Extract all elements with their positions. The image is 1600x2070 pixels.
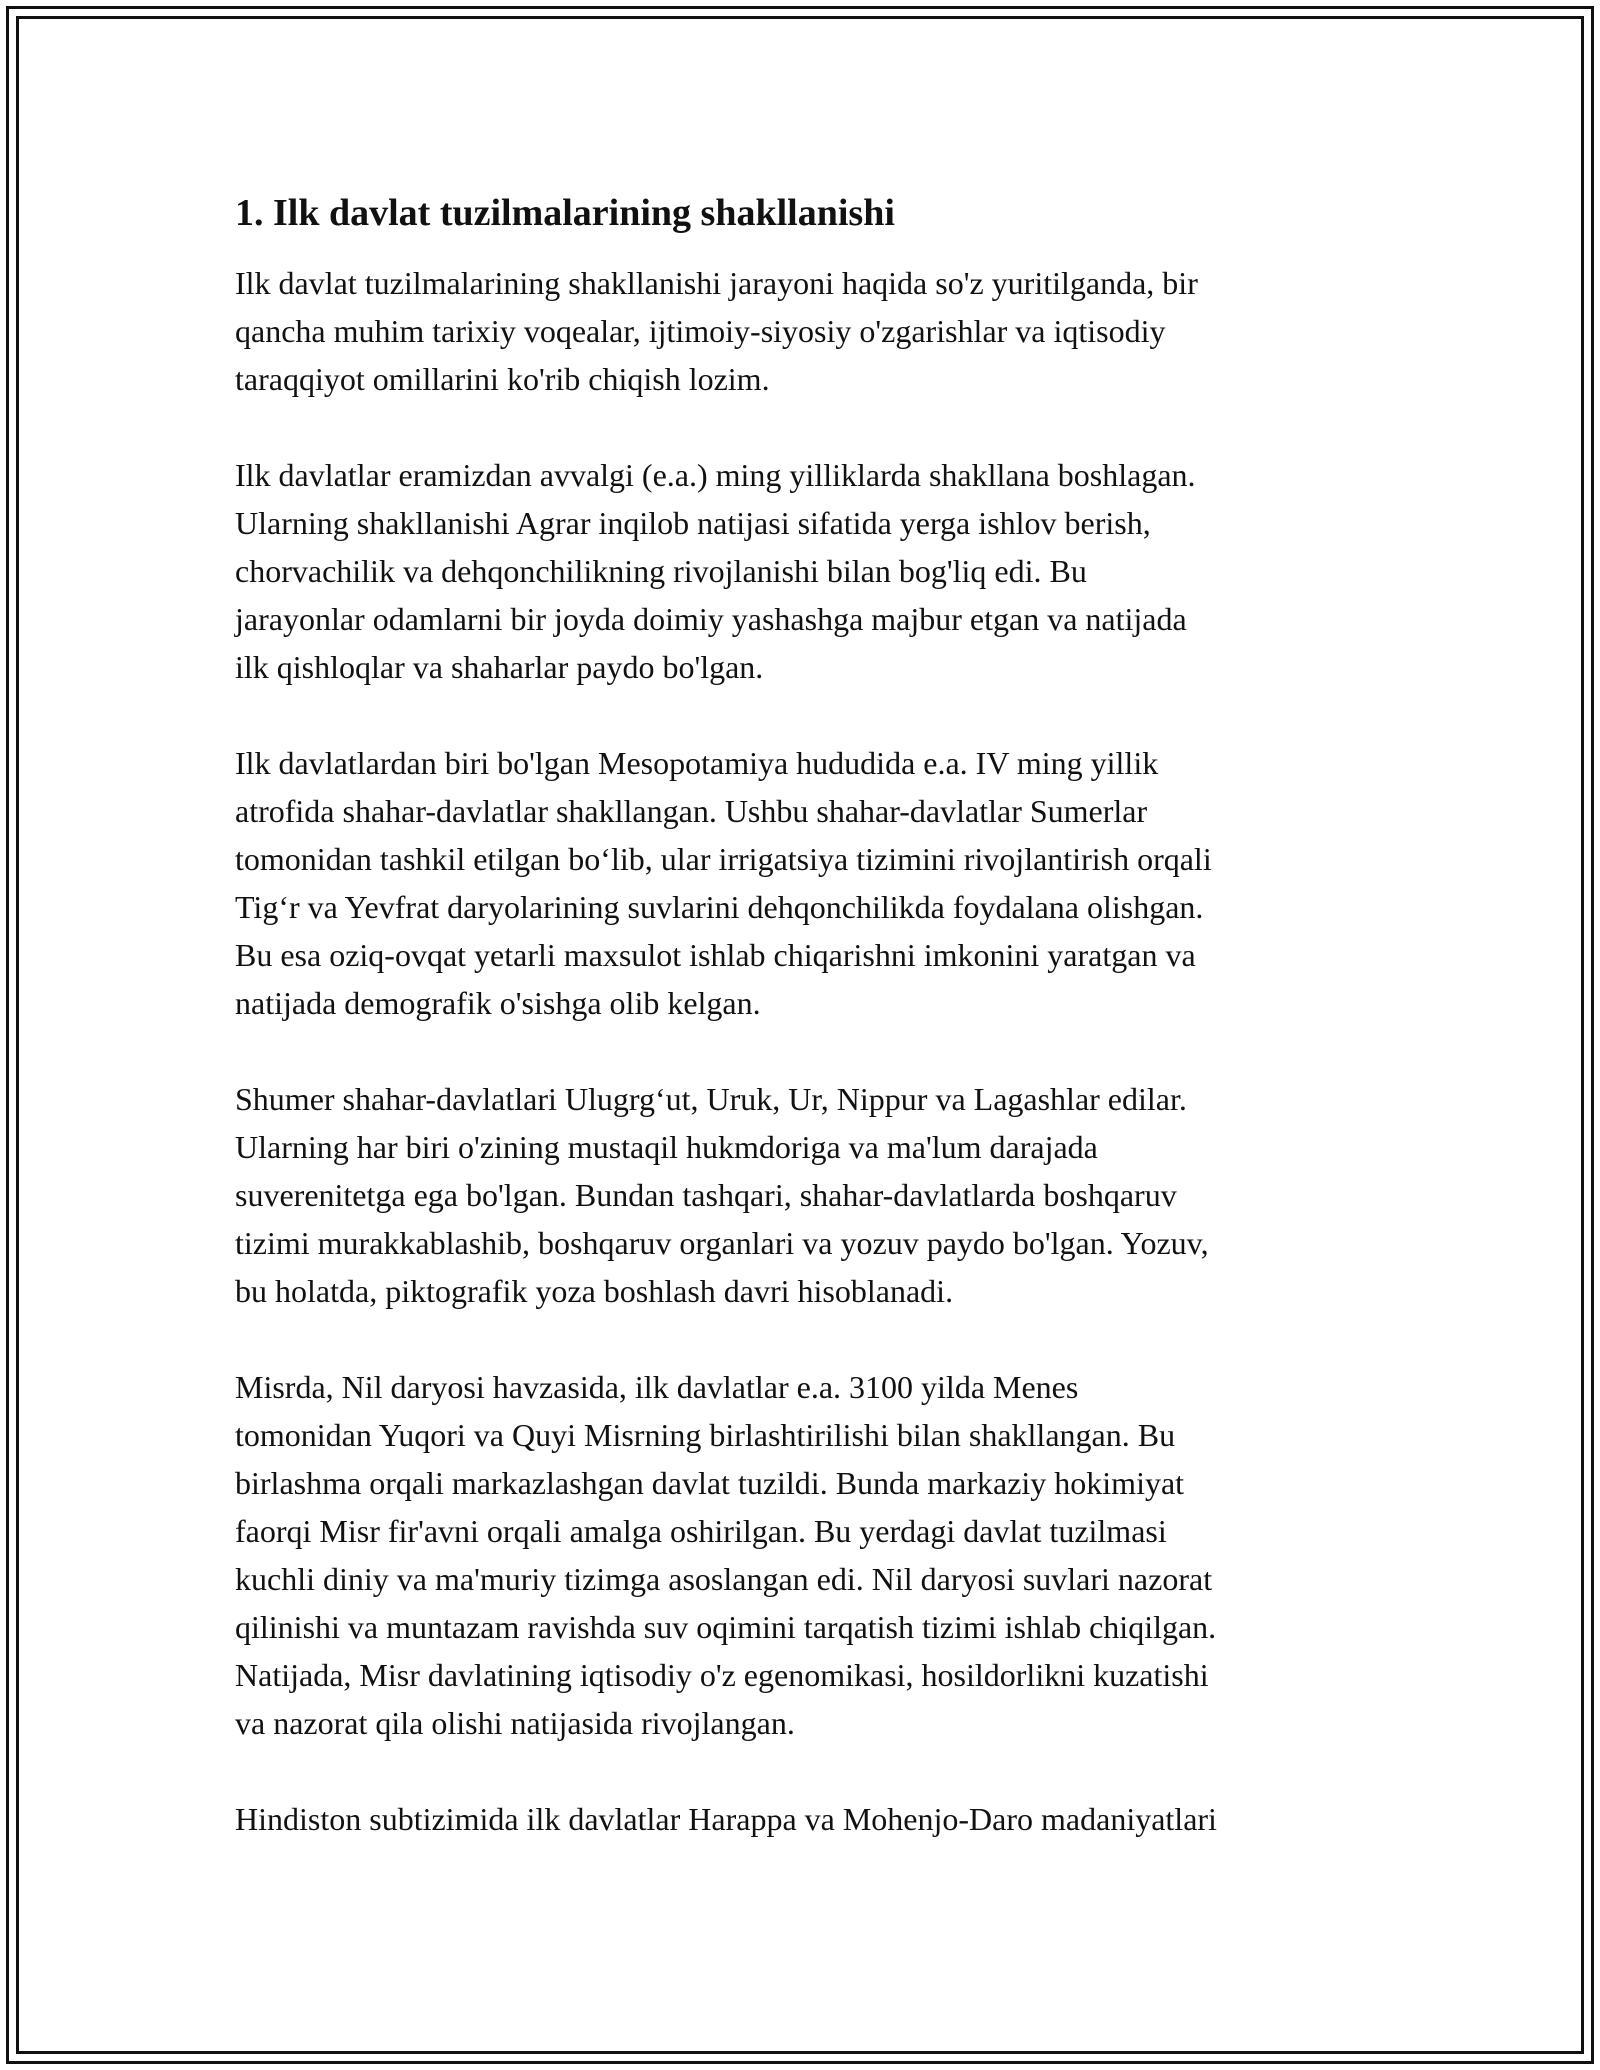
paragraph-egypt	[235, 1363, 1375, 1747]
text-line: tizimi murakkablashib, boshqaruv organlari va yozuv paydo bo'lgan. Yozuv,	[235, 1225, 1209, 1261]
text-line: faorqi Misr fir'avni orqali amalga oshirilgan. Bu yerdagi davlat tuzilmasi	[235, 1513, 1167, 1549]
text-line: bu holatda, piktografik yoza boshlash davri hisoblanadi.	[235, 1273, 954, 1309]
text-line: tomonidan Yuqori va Quyi Misrning birlashtirilishi bilan shakllangan. Bu	[235, 1417, 1176, 1453]
text-line: tomonidan tashkil etilgan bo‘lib, ular irrigatsiya tizimini rivojlantirish orqali	[235, 841, 1212, 877]
text-line: Ilk davlatlardan biri bo'lgan Mesopotamiya hududida e.a. IV ming yillik	[235, 745, 1159, 781]
text-line: Ilk davlat tuzilmalarining shakllanishi jarayoni haqida so'z yuritilganda, bir	[235, 265, 1198, 301]
text-line: qancha muhim tarixiy voqealar, ijtimoiy-siyosiy o'zgarishlar va iqtisodiy	[235, 313, 1166, 349]
text-line: Ilk davlatlar eramizdan avvalgi (e.a.) ming yilliklarda shakllana boshlagan.	[235, 457, 1196, 493]
paragraph-early-states	[235, 451, 1375, 691]
text-line: Hindiston subtizimida ilk davlatlar Harappa va Mohenjo-Daro madaniyatlari	[235, 1801, 1217, 1837]
paragraph-sumer	[235, 1075, 1375, 1315]
paragraph-india	[235, 1795, 1375, 1843]
paragraph-intro	[235, 259, 1375, 403]
section-heading: 1. Ilk davlat tuzilmalarining shakllanishi	[235, 192, 895, 234]
document-body	[235, 185, 1375, 1891]
text-line: taraqqiyot omillarini ko'rib chiqish lozim.	[235, 361, 770, 397]
text-line: Shumer shahar-davlatlari Ulugrg‘ut, Uruk, Ur, Nippur va Lagashlar edilar.	[235, 1081, 1187, 1117]
text-line: suverenitetga ega bo'lgan. Bundan tashqari, shahar-davlatlarda boshqaruv	[235, 1177, 1177, 1213]
text-line: kuchli diniy va ma'muriy tizimga asoslangan edi. Nil daryosi suvlari nazorat	[235, 1561, 1213, 1597]
text-line: natijada demografik o'sishga olib kelgan.	[235, 985, 761, 1021]
text-line: ilk qishloqlar va shaharlar paydo bo'lgan.	[235, 649, 764, 685]
text-line: atrofida shahar-davlatlar shakllangan. Ushbu shahar-davlatlar Sumerlar	[235, 793, 1148, 829]
text-line: jarayonlar odamlarni bir joyda doimiy yashashga majbur etgan va natijada	[235, 601, 1187, 637]
text-line: Misrda, Nil daryosi havzasida, ilk davlatlar e.a. 3100 yilda Menes	[235, 1369, 1079, 1405]
text-line: Natijada, Misr davlatining iqtisodiy o'z egenomikasi, hosildorlikni kuzatishi	[235, 1657, 1209, 1693]
text-line: Ularning har biri o'zining mustaqil hukmdoriga va ma'lum darajada	[235, 1129, 1098, 1165]
text-line: qilinishi va muntazam ravishda suv oqimini tarqatish tizimi ishlab chiqilgan.	[235, 1609, 1217, 1645]
text-line: birlashma orqali markazlashgan davlat tuzildi. Bunda markaziy hokimiyat	[235, 1465, 1185, 1501]
text-line: Ularning shakllanishi Agrar inqilob natijasi sifatida yerga ishlov berish,	[235, 505, 1151, 541]
text-line: chorvachilik va dehqonchilikning rivojlanishi bilan bog'liq edi. Bu	[235, 553, 1087, 589]
text-line: Tig‘r va Yevfrat daryolarining suvlarini dehqonchilikda foydalana olishgan.	[235, 889, 1204, 925]
paragraph-mesopotamia	[235, 739, 1375, 1027]
text-line: Bu esa oziq-ovqat yetarli maxsulot ishlab chiqarishni imkonini yaratgan va	[235, 937, 1196, 973]
text-line: va nazorat qila olishi natijasida rivojlangan.	[235, 1705, 795, 1741]
